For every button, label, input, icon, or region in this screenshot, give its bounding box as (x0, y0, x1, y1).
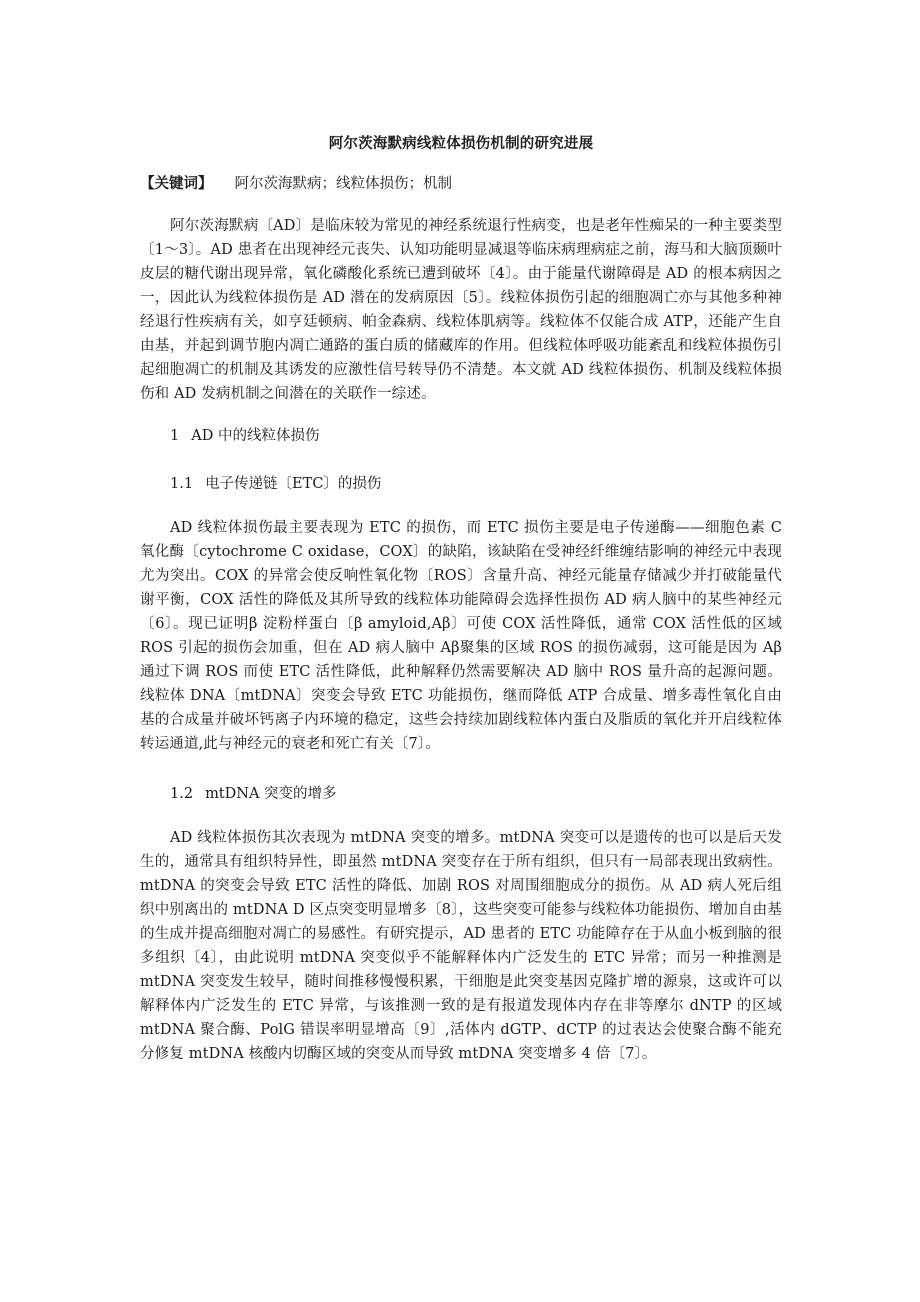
section-number-1-1: 1.1 (170, 476, 194, 492)
page-title: 阿尔茨海默病线粒体损伤机制的研究进展 (328, 135, 594, 152)
section-1-2-paragraph: AD 线粒体损伤其次表现为 mtDNA 突变的增多。mtDNA 突变可以是遗传的也可以是后天发生的，通常具有组织特异性，即虽然 mtDNA 突变存在于所有组织，但只有一局部表现出致病性。mtDNA 的突变会导致 ETC 活性的降低、加剧 ROS 对周围细胞成分的损伤。从 AD 病人死后组织中别离出的 mtDNA D 区点突变明显增多〔8〕，这些突变可能参与线粒体功能损伤、增加自由基的生成并提高细胞对凋亡的易感性。有研究提示，AD 患者的 ETC 功能障存在于从血小板到脑的很多组织〔4〕，由此说明 mtDNA 突变似乎不能解释体内广泛发生的 ETC 异常；而另一种推测是 mtDNA 突变发生较早，随时间推移慢慢积累，干细胞是此突变基因克隆扩增的源泉，这或许可以解释体内广泛发生的 ETC 异常，与该推测一致的是有报道发现体内存在非等摩尔 dNTP 的区域 mtDNA 聚合酶、PolG 错误率明显增高〔9〕,活体内 dGTP、dCTP 的过表达会使聚合酶不能充分修复 mtDNA 核酸内切酶区域的突变从而导致 mtDNA 突变增多 4 倍〔7〕。 (140, 830, 782, 1062)
keywords-value: 阿尔茨海默病；线粒体损伤；机制 (234, 176, 452, 192)
document-body (140, 132, 782, 1084)
section-heading-1-1 (140, 472, 782, 496)
section-number-1: 1 (170, 428, 180, 444)
section-title-1-2: mtDNA 突变的增多 (205, 786, 337, 802)
keywords-label: 【关键词】 (140, 175, 213, 192)
section-heading-1-2 (140, 782, 782, 806)
section-heading-1 (140, 424, 782, 448)
section-1-1-paragraph: AD 线粒体损伤最主要表现为 ETC 的损伤，而 ETC 损伤主要是电子传递酶——细胞色素 C 氧化酶〔cytochrome C oxidase，COX〕的缺陷，该缺陷在受神经纤维缠结影响的神经元中表现尤为突出。COX 的异常会使反响性氧化物〔ROS〕含量升高、神经元能量存储减少并打破能量代谢平衡，COX 活性的降低及其所导致的线粒体功能障碍会选择性损伤 AD 病人脑中的某些神经元〔6〕。现已证明β 淀粉样蛋白〔β amyloid,Aβ〕可使 COX 活性降低，通常 COX 活性低的区域 ROS 引起的损伤会加重，但在 AD 病人脑中 Aβ聚集的区域 ROS 的损伤减弱，这可能是因为 Aβ通过下调 ROS 而使 ETC 活性降低，此种解释仍然需要解决 AD 脑中 ROS 量升高的起源问题。线粒体 DNA〔mtDNA〕突变会导致 ETC 功能损伤，继而降低 ATP 合成量、增多毒性氧化自由基的合成量并破坏钙离子内环境的稳定，这些会持续加剧线粒体内蛋白及脂质的氧化并开启线粒体转运通道,此与神经元的衰老和死亡有关〔7〕。 (140, 520, 782, 752)
keywords-line (140, 172, 782, 196)
intro-paragraph: 阿尔茨海默病〔AD〕是临床较为常见的神经系统退行性病变，也是老年性痴呆的一种主要类型〔1～3〕。AD 患者在出现神经元丧失、认知功能明显减退等临床病理病症之前，海马和大脑顶颞叶皮层的糖代谢出现异常，氧化磷酸化系统已遭到破坏〔4〕。由于能量代谢障碍是 AD 的根本病因之一，因此认为线粒体损伤是 AD 潜在的发病原因〔5〕。线粒体损伤引起的细胞凋亡亦与其他多种神经退行性疾病有关，如亨廷顿病、帕金森病、线粒体肌病等。线粒体不仅能合成 ATP，还能产生自由基，并起到调节胞内凋亡通路的蛋白质的储藏库的作用。但线粒体呼吸功能紊乱和线粒体损伤引起细胞凋亡的机制及其诱发的应激性信号转导仍不清楚。本文就 AD 线粒体损伤、机制及线粒体损伤和 AD 发病机制之间潜在的关联作一综述。 (140, 218, 782, 402)
section-title-1-1: 电子传递链〔ETC〕的损伤 (205, 476, 382, 492)
section-number-1-2: 1.2 (170, 786, 194, 802)
section-title-1: AD 中的线粒体损伤 (191, 428, 320, 444)
